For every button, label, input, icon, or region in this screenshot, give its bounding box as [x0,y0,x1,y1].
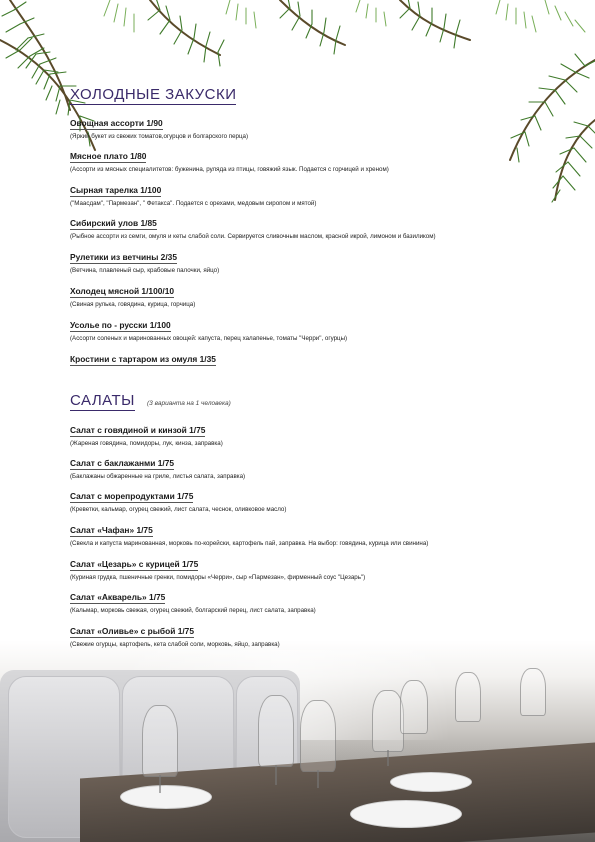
menu-item-name: Холодец мясной 1/100/10 [70,286,175,296]
wine-glass [400,680,428,734]
menu-item-name: Салат «Акварель» 1/75 [70,592,166,602]
menu-item [70,587,316,614]
glass-stem [275,765,277,785]
menu-item [70,453,245,480]
menu-item-name: Сырная тарелка 1/100 [70,185,162,195]
menu-item-name: Овощная ассорти 1/90 [70,118,163,128]
menu-item-description: (Ассорти из мясных специалитетов: буженина, руляда из птицы, говяжий язык. Подается с горчицей и хреном) [70,166,389,173]
menu-item-description: (Свиная рулька, говядина, курица, горчица) [70,301,196,308]
menu-item [70,213,436,240]
menu-item [70,621,280,648]
menu-item [70,520,428,547]
menu-item [70,180,316,207]
wine-glass [300,700,336,772]
menu-item-name: Сибирский улов 1/85 [70,218,157,228]
menu-item-description: (Куриная грудка, пшеничные гренки, помидоры «Черри», сыр «Пармезан», фирменный соус "Цезарь") [70,574,366,581]
menu-item [70,349,216,367]
section-note: (3 варианта на 1 человека) [147,400,231,407]
menu-item-description: (Ассорти соленых и маринованных овощей: капуста, перец халапенье, томаты "Черри", огурцы) [70,335,348,342]
section-title-salads: САЛАТЫ [70,392,135,409]
menu-item-name: Салат «Чафан» 1/75 [70,525,153,535]
menu-item-name: Салат «Оливье» с рыбой 1/75 [70,626,195,636]
menu-item-name: Усолье по - русски 1/100 [70,320,171,330]
menu-item-name: Салат с говядиной и кинзой 1/75 [70,425,206,435]
menu-item [70,420,223,447]
menu-item-description: (Свекла и капуста маринованная, морковь по-корейски, картофель пай, заправка. На выбор: говядина, курица или свинина) [70,540,429,547]
plate [120,785,212,809]
wine-glass [520,668,546,716]
glass-stem [317,770,319,788]
menu-item [70,281,195,308]
menu-item-description: (Кальмар, морковь свежая, огурец свежий, болгарский перец, лист салата, заправка) [70,607,316,614]
menu-item [70,146,389,173]
wine-glass [142,705,178,777]
menu-item-name: Мясное плато 1/80 [70,151,147,161]
menu-item-description: (Баклажаны обжаренные на гриле, листья салата, заправка) [70,473,246,480]
menu-item-description: (Жареная говядина, помидоры, лук, кинза, заправка) [70,440,223,447]
menu-item-name: Рулетики из ветчины 2/35 [70,252,177,262]
plate [350,800,462,828]
menu-item-description: (Свежие огурцы, картофель, кета слабой соли, морковь, яйцо, заправка) [70,641,280,648]
menu-item-description: (Рыбное ассорти из семги, омуля и кеты слабой соли. Сервируется сливочным маслом, красной икрой, лимоном и базиликом) [70,233,436,240]
menu-item [70,554,365,581]
menu-item-name: Салат с морепродуктами 1/75 [70,491,194,501]
menu-item [70,247,219,274]
glass-stem [387,750,389,766]
menu-item [70,315,347,342]
glass-stem [159,775,161,793]
menu-item-description: (Креветки, кальмар, огурец свежий, лист салата, чеснок, оливковое масло) [70,506,287,513]
section-title-cold-starters: ХОЛОДНЫЕ ЗАКУСКИ [70,86,237,103]
menu-item-name: Салат с баклажанми 1/75 [70,458,175,468]
menu-item-description: ("Маасдам", "Пармезан", " Фетакса". Подается с орехами, медовым сиропом и мятой) [70,200,317,207]
pine-branches [0,0,595,210]
menu-item-description: (Яркий букет из свежих томатов,огурцов и болгарского перца) [70,133,249,140]
menu-item [70,113,248,140]
wine-glass [258,695,294,767]
menu-item-name: Салат «Цезарь» с курицей 1/75 [70,559,199,569]
plate [390,772,472,792]
menu-item [70,486,286,513]
menu-item-name: Кростини с тартаром из омуля 1/35 [70,354,216,364]
menu-item-description: (Ветчина, плавленый сыр, крабовые палочки, яйцо) [70,267,220,274]
wine-glass [455,672,481,722]
